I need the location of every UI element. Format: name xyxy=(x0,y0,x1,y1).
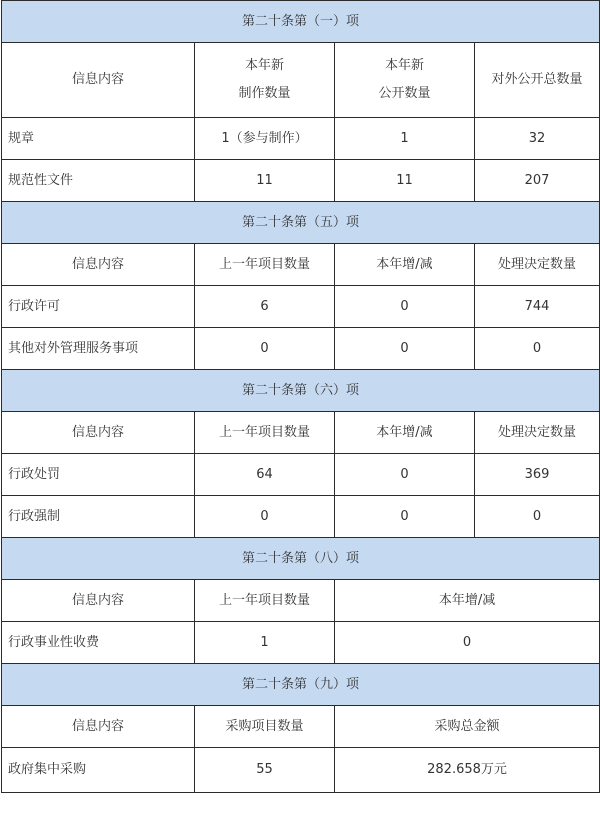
row-label: 行政许可 xyxy=(2,286,195,328)
table-cell: 1（参与制作） xyxy=(195,118,335,160)
column-header: 上一年项目数量 xyxy=(195,580,335,622)
table-cell: 282.658万元 xyxy=(335,748,600,793)
table-cell: 0 xyxy=(335,496,475,538)
table-cell: 0 xyxy=(195,496,335,538)
header-line: 本年新 xyxy=(384,58,424,73)
table-row xyxy=(2,622,600,664)
row-label: 行政事业性收费 xyxy=(2,622,195,664)
section-header-row xyxy=(2,1,600,43)
header-line: 制作数量 xyxy=(238,86,291,101)
disclosure-table xyxy=(1,0,600,793)
column-header: 本年增/减 xyxy=(335,244,475,286)
row-label: 规章 xyxy=(2,118,195,160)
column-header-multiline xyxy=(195,43,335,118)
column-header-row xyxy=(2,706,600,748)
column-header: 信息内容 xyxy=(2,244,195,286)
column-header: 本年增/减 xyxy=(335,580,600,622)
column-header: 信息内容 xyxy=(2,412,195,454)
table-cell: 11 xyxy=(195,160,335,202)
column-header: 采购总金额 xyxy=(335,706,600,748)
table-cell: 0 xyxy=(475,496,600,538)
header-line: 本年新 xyxy=(244,58,284,73)
column-header-multiline xyxy=(335,43,475,118)
section-header-row xyxy=(2,370,600,412)
table-row xyxy=(2,118,600,160)
column-header: 本年增/减 xyxy=(335,412,475,454)
table-cell: 207 xyxy=(475,160,600,202)
row-label: 行政处罚 xyxy=(2,454,195,496)
table-row xyxy=(2,496,600,538)
table-cell: 1 xyxy=(195,622,335,664)
column-header: 信息内容 xyxy=(2,706,195,748)
header-line: 公开数量 xyxy=(378,86,431,101)
column-header-row xyxy=(2,244,600,286)
table-cell: 1 xyxy=(335,118,475,160)
table-cell: 0 xyxy=(195,328,335,370)
table-row xyxy=(2,160,600,202)
table-cell: 0 xyxy=(335,286,475,328)
table-cell: 0 xyxy=(335,328,475,370)
section-header-row xyxy=(2,538,600,580)
table-cell: 369 xyxy=(475,454,600,496)
section-header-row xyxy=(2,664,600,706)
column-header-row xyxy=(2,412,600,454)
table-row xyxy=(2,748,600,793)
column-header: 处理决定数量 xyxy=(475,244,600,286)
table-cell: 0 xyxy=(475,328,600,370)
row-label: 行政强制 xyxy=(2,496,195,538)
table-cell: 6 xyxy=(195,286,335,328)
row-label: 规范性文件 xyxy=(2,160,195,202)
column-header-row xyxy=(2,43,600,118)
section-title: 第二十条第（五）项 xyxy=(2,202,600,244)
table-cell: 55 xyxy=(195,748,335,793)
column-header: 上一年项目数量 xyxy=(195,412,335,454)
table-cell: 11 xyxy=(335,160,475,202)
column-header: 采购项目数量 xyxy=(195,706,335,748)
section-header-row xyxy=(2,202,600,244)
column-header: 信息内容 xyxy=(2,580,195,622)
section-title: 第二十条第（九）项 xyxy=(2,664,600,706)
table-cell: 64 xyxy=(195,454,335,496)
row-label: 其他对外管理服务事项 xyxy=(2,328,195,370)
section-title: 第二十条第（一）项 xyxy=(2,1,600,43)
column-header: 上一年项目数量 xyxy=(195,244,335,286)
column-header-row xyxy=(2,580,600,622)
table-cell: 744 xyxy=(475,286,600,328)
section-title: 第二十条第（八）项 xyxy=(2,538,600,580)
column-header: 处理决定数量 xyxy=(475,412,600,454)
row-label: 政府集中采购 xyxy=(2,748,195,793)
table-row xyxy=(2,286,600,328)
column-header: 对外公开总数量 xyxy=(475,43,600,118)
column-header: 信息内容 xyxy=(2,43,195,118)
table-cell: 0 xyxy=(335,622,600,664)
table-row xyxy=(2,328,600,370)
section-title: 第二十条第（六）项 xyxy=(2,370,600,412)
table-cell: 32 xyxy=(475,118,600,160)
table-cell: 0 xyxy=(335,454,475,496)
table-row xyxy=(2,454,600,496)
